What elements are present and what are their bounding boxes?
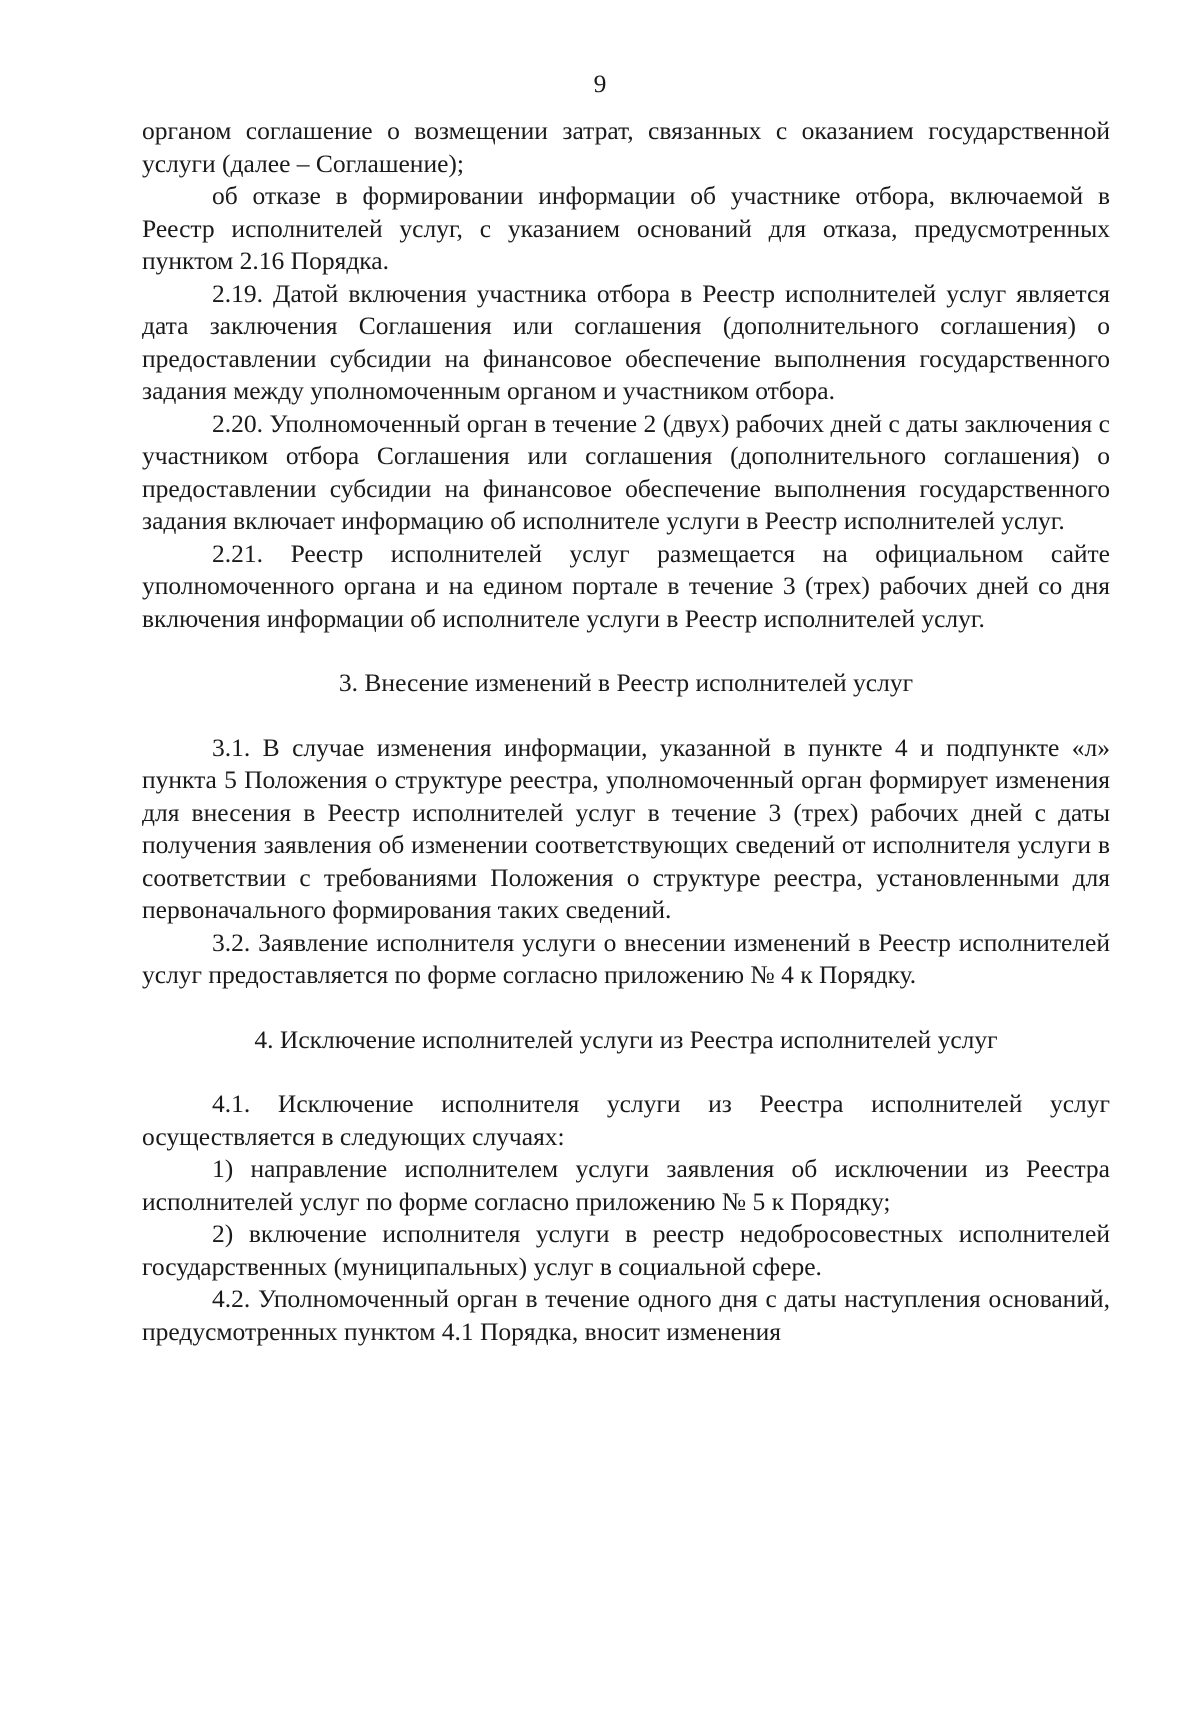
paragraph-3-1: 3.1. В случае изменения информации, указанной в пункте 4 и подпункте «л» пункта 5 Положения о структуре реестра, уполномоченный орган формирует изменения для внесения в Реестр исполнителей услуг в течение 3 (трех) рабочих дней с даты получения заявления об изменении соответствующих сведений от исполнителя услуги в соответствии с требованиями Положения о структуре реестра, установленными для первоначального формирования таких сведений. — [142, 732, 1110, 924]
paragraph-4-1-item-1: 1) направление исполнителем услуги заявления об исключении из Реестра исполнителей услуг по форме согласно приложению № 5 к Порядку; — [142, 1154, 1110, 1216]
paragraph-2-19: 2.19. Датой включения участника отбора в Реестр исполнителей услуг является дата заключения Соглашения или соглашения (дополнительного соглашения) о предоставлении субсидии на финансовое обеспечение выполнения государственного задания между уполномоченным органом и участником отбора. — [142, 278, 1110, 405]
paragraph-2-20: 2.20. Уполномоченный орган в течение 2 (двух) рабочих дней с даты заключения с участником отбора Соглашения или соглашения (дополнительного соглашения) о предоставлении субсидии на финансовое обеспечение выполнения государственного задания включает информацию об исполнителе услуги в Реестр исполнителей услуг. — [142, 408, 1110, 535]
paragraph-4-2: 4.2. Уполномоченный орган в течение одного дня с даты наступления оснований, предусмотренных пунктом 4.1 Порядка, вносит изменения — [142, 1284, 1110, 1346]
paragraph-4-1: 4.1. Исключение исполнителя услуги из Реестра исполнителей услуг осуществляется в следующих случаях: — [142, 1089, 1110, 1151]
paragraph-refusal: об отказе в формировании информации об участнике отбора, включаемой в Реестр исполнителей услуг, с указанием оснований для отказа, предусмотренных пунктом 2.16 Порядка. — [142, 181, 1110, 275]
section-3-heading: 3. Внесение изменений в Реестр исполнителей услуг — [338, 668, 914, 697]
paragraph-3-2: 3.2. Заявление исполнителя услуги о внесении изменений в Реестр исполнителей услуг предоставляется по форме согласно приложению № 4 к Порядку. — [142, 927, 1110, 989]
paragraph-2-21: 2.21. Реестр исполнителей услуг размещается на официальном сайте уполномоченного органа и на едином портале в течение 3 (трех) рабочих дней со дня включения информации об исполнителе услуги в Реестр исполнителей услуг. — [142, 538, 1110, 633]
document-body — [142, 115, 1110, 1348]
paragraph-4-1-item-2: 2) включение исполнителя услуги в реестр недобросовестных исполнителей государственных (муниципальных) услуг в социальной сфере. — [142, 1219, 1110, 1281]
page-number: 9 — [593, 69, 607, 98]
paragraph-continuation: органом соглашение о возмещении затрат, связанных с оказанием государственной услуги (далее – Соглашение); — [142, 116, 1110, 178]
section-4-heading: 4. Исключение исполнителей услуги из Реестра исполнителей услуг — [254, 1024, 998, 1054]
